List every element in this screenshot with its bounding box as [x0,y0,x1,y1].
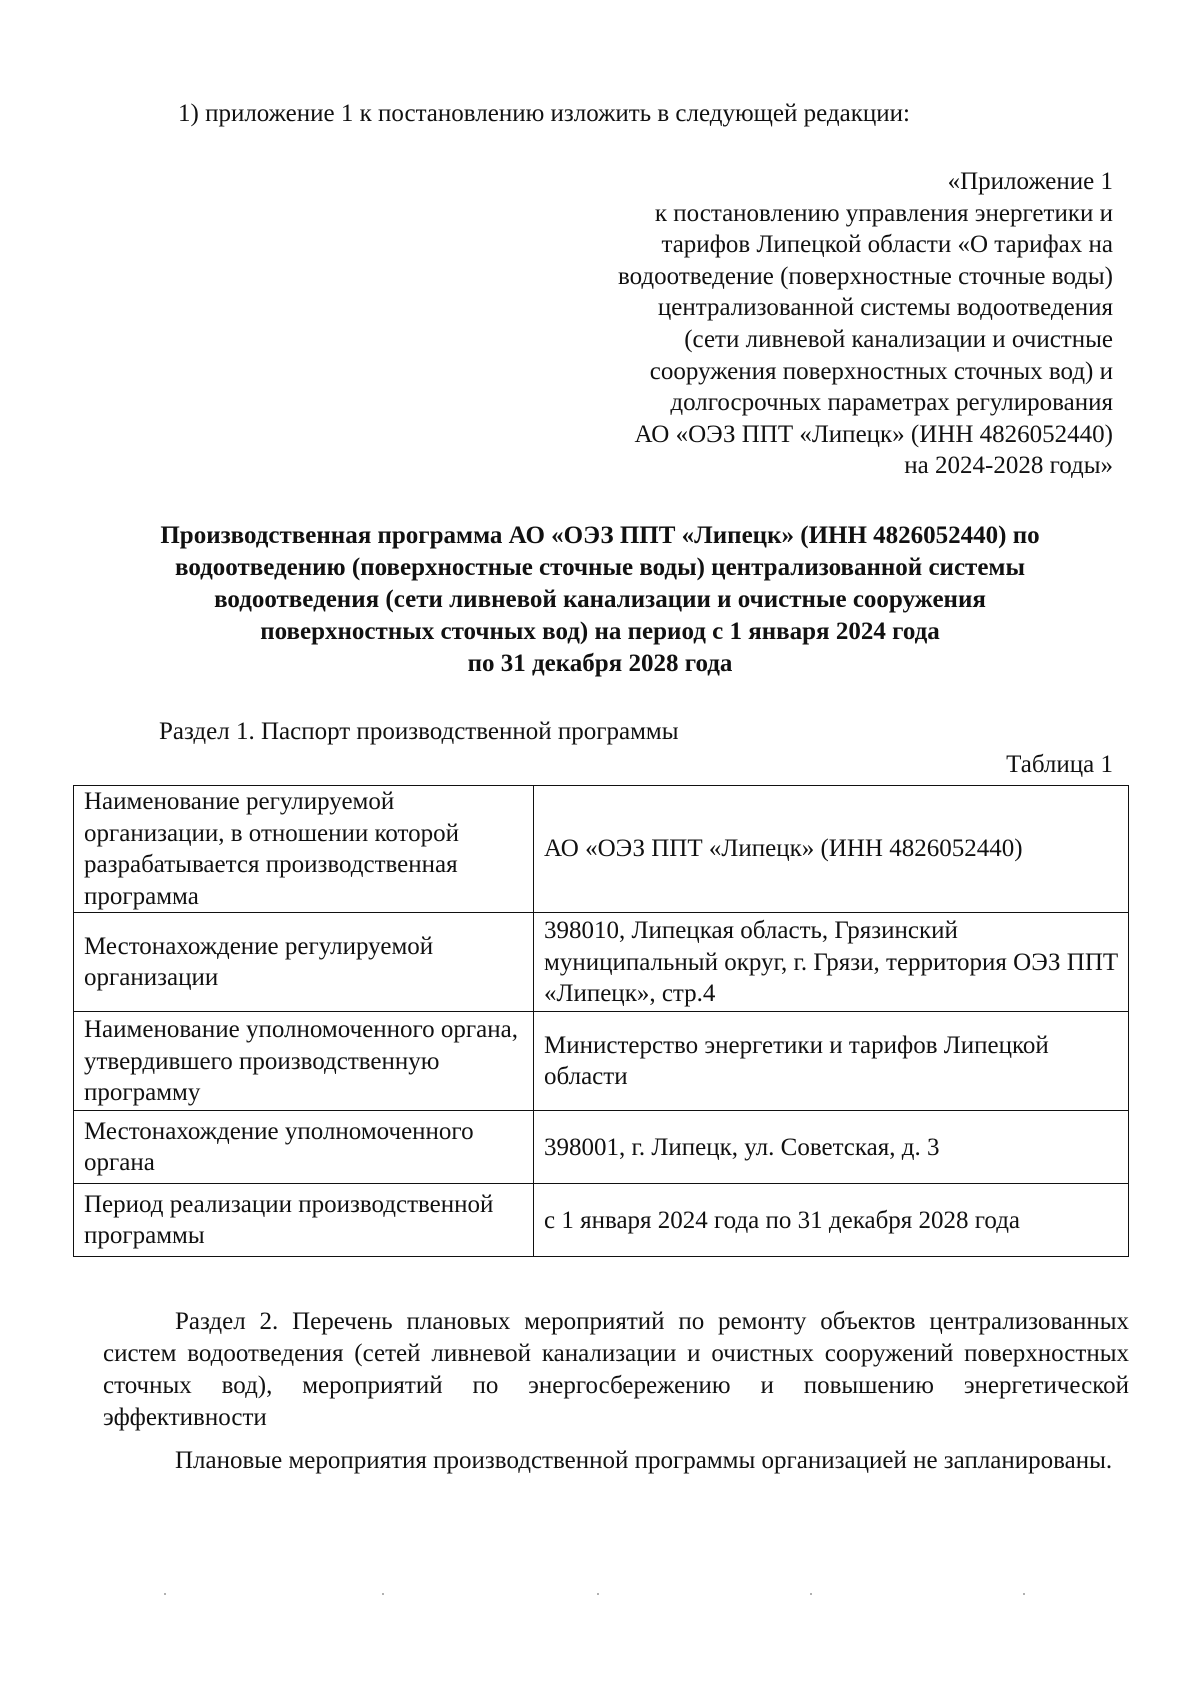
row-label: Местонахождение уполномоченного органа [74,1111,534,1184]
scan-dot [810,1593,812,1595]
section2-text: Раздел 2. Перечень плановых мероприятий по ремонту объектов централизованных систем водоотведения (сетей ливневой канализации и очистных сооружений поверхностных сточных вод), мероприятий по энергосбережению и повышению энергетической эффективности [103,1308,1129,1431]
section2-paragraph [103,1306,1129,1434]
appendix-line: «Приложение 1 [947,168,1113,195]
appendix-reference-block [473,166,1113,482]
row-label: Наименование регулируемой организации, в отношении которой разрабатывается производственная программа [74,786,534,913]
appendix-line: на 2024-2028 годы» [904,452,1113,480]
appendix-line: (сети ливневой канализации и очистные [684,325,1113,353]
program-title [60,520,1140,680]
intro-line: 1) приложение 1 к постановлению изложить в следующей редакции: [178,100,910,127]
appendix-line: долгосрочных параметрах регулирования [670,389,1113,417]
row-value: Министерство энергетики и тарифов Липецкой области [534,1012,1129,1111]
appendix-line: централизованной системы водоотведения [657,294,1113,322]
table-row [74,913,1129,1012]
appendix-line: водоотведение (поверхностные сточные воды) [618,262,1113,290]
planned-text: Плановые мероприятия производственной программы организацией не запланированы. [175,1447,1113,1474]
scan-dot-marks [0,1593,1200,1599]
appendix-line: к постановлению управления энергетики и [654,199,1113,227]
appendix-line: тарифов Липецкой области «О тарифах на [661,231,1113,259]
title-line: по 31 декабря 2028 года [467,650,733,677]
appendix-line: сооружения поверхностных сточных вод) и [649,357,1113,385]
row-label: Наименование уполномоченного органа, утвердившего производственную программу [74,1012,534,1111]
scan-dot [164,1593,166,1595]
title-line: водоотведения (сети ливневой канализации и очистные сооружения [214,586,986,613]
table-row [74,1184,1129,1257]
passport-table [73,785,1129,1257]
table-caption: Таблица 1 [1006,751,1113,778]
title-line: водоотведению (поверхностные сточные воды) централизованной системы [175,554,1025,581]
scan-dot [1023,1593,1025,1595]
table-row [74,1012,1129,1111]
title-line: Производственная программа АО «ОЭЗ ППТ «Липецк» (ИНН 4826052440) по [160,522,1040,549]
title-line: поверхностных сточных вод) на период с 1 января 2024 года [260,618,940,645]
table-row [74,1111,1129,1184]
row-label: Период реализации производственной программы [74,1184,534,1257]
row-value: АО «ОЭЗ ППТ «Липецк» (ИНН 4826052440) [534,786,1129,913]
section1-heading: Раздел 1. Паспорт производственной программы [159,718,679,745]
row-label: Местонахождение регулируемой организации [74,913,534,1012]
row-value: 398001, г. Липецк, ул. Советская, д. 3 [534,1111,1129,1184]
planned-paragraph [103,1445,1129,1477]
table-row [74,786,1129,913]
scan-dot [597,1593,599,1595]
scan-dot [382,1593,384,1595]
row-value: 398010, Липецкая область, Грязинский муниципальный округ, г. Грязи, территория ОЭЗ ППТ «Липецк», стр.4 [534,913,1129,1012]
row-value: с 1 января 2024 года по 31 декабря 2028 года [534,1184,1129,1257]
appendix-line: АО «ОЭЗ ППТ «Липецк» (ИНН 4826052440) [634,420,1113,448]
